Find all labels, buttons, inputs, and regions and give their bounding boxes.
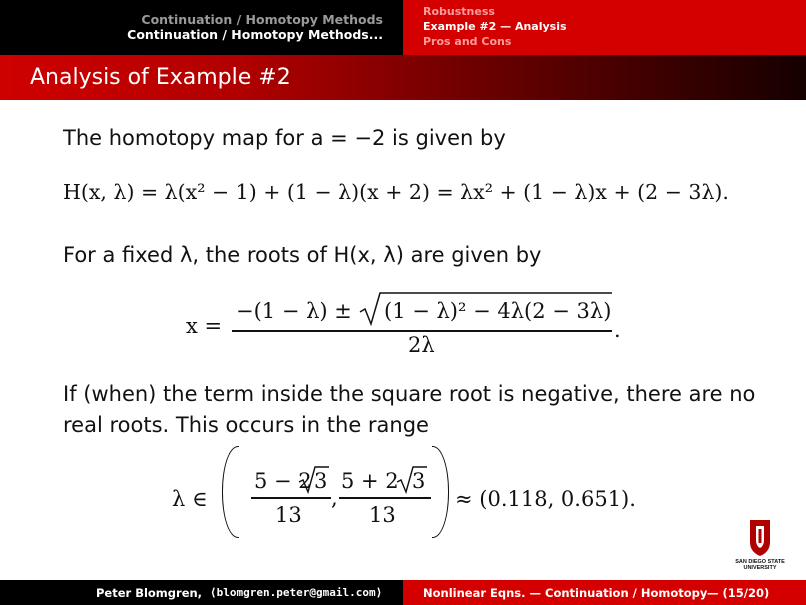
range-num2-part-a: 5 + 2 [341,469,399,493]
nav-frame-example2-analysis[interactable]: Example #2 — Analysis [423,20,567,33]
logo-text-line1: SAN DIEGO STATE [735,559,785,565]
nav-section-link[interactable]: Continuation / Homotopy Methods [141,12,383,27]
range-den2: 13 [369,503,396,527]
logo-text-line2: UNIVERSITY [743,565,777,571]
right-paren [432,446,449,538]
range-fraction-bar-1 [251,497,331,499]
range-num1-part-b: 3 [314,469,328,493]
intro-text: The homotopy map for a = −2 is given by [63,126,506,150]
roots-intro-text: For a fixed λ, the roots of H(x, λ) are given by [63,243,542,267]
nav-subsection-link[interactable]: Continuation / Homotopy Methods... [127,27,383,42]
footer-left [0,580,403,605]
footer-page-number: — (15/20) [707,586,770,600]
slide-title: Analysis of Example #2 [30,65,291,90]
range-num1-part-a: 5 − 2 [254,469,312,493]
roots-period: . [614,318,621,342]
nav-frame-robustness[interactable]: Robustness [423,5,495,18]
range-lhs: λ ∈ [172,487,208,511]
nav-frame-pros-cons[interactable]: Pros and Cons [423,35,512,48]
homotopy-equation: H(x, λ) = λ(x² − 1) + (1 − λ)(x + 2) = λx² + (1 − λ)x + (2 − 3λ). [63,180,729,204]
roots-numerator-part-a: −(1 − λ) ± [236,299,352,323]
range-num2-part-b: 3 [412,469,426,493]
slide-title-bar [0,55,806,100]
footer-author: Peter Blomgren, [96,586,203,600]
range-comma: , [331,486,338,510]
header-nav-left [0,0,403,55]
left-paren [222,446,239,538]
range-approximation: ≈ (0.118, 0.651). [455,487,636,511]
roots-fraction-bar [232,330,612,332]
roots-lhs: x = [186,314,223,338]
negative-root-text-line2: real roots. This occurs in the range [63,413,429,437]
roots-denominator: 2λ [408,333,435,357]
negative-root-text-line1: If (when) the term inside the square root is negative, there are no [63,382,756,406]
footer [0,580,806,605]
footer-email: ⟨blomgren.peter@gmail.com⟩ [210,586,383,599]
footer-topic: Nonlinear Eqns. — Continuation / Homotopy [423,586,708,600]
roots-numerator-radicand: (1 − λ)² − 4λ(2 − 3λ) [384,299,612,323]
footer-right [403,580,806,605]
header-nav-right [403,0,806,55]
range-den1: 13 [275,503,302,527]
range-fraction-bar-2 [339,497,431,499]
san-diego-state-logo-icon [735,518,785,571]
